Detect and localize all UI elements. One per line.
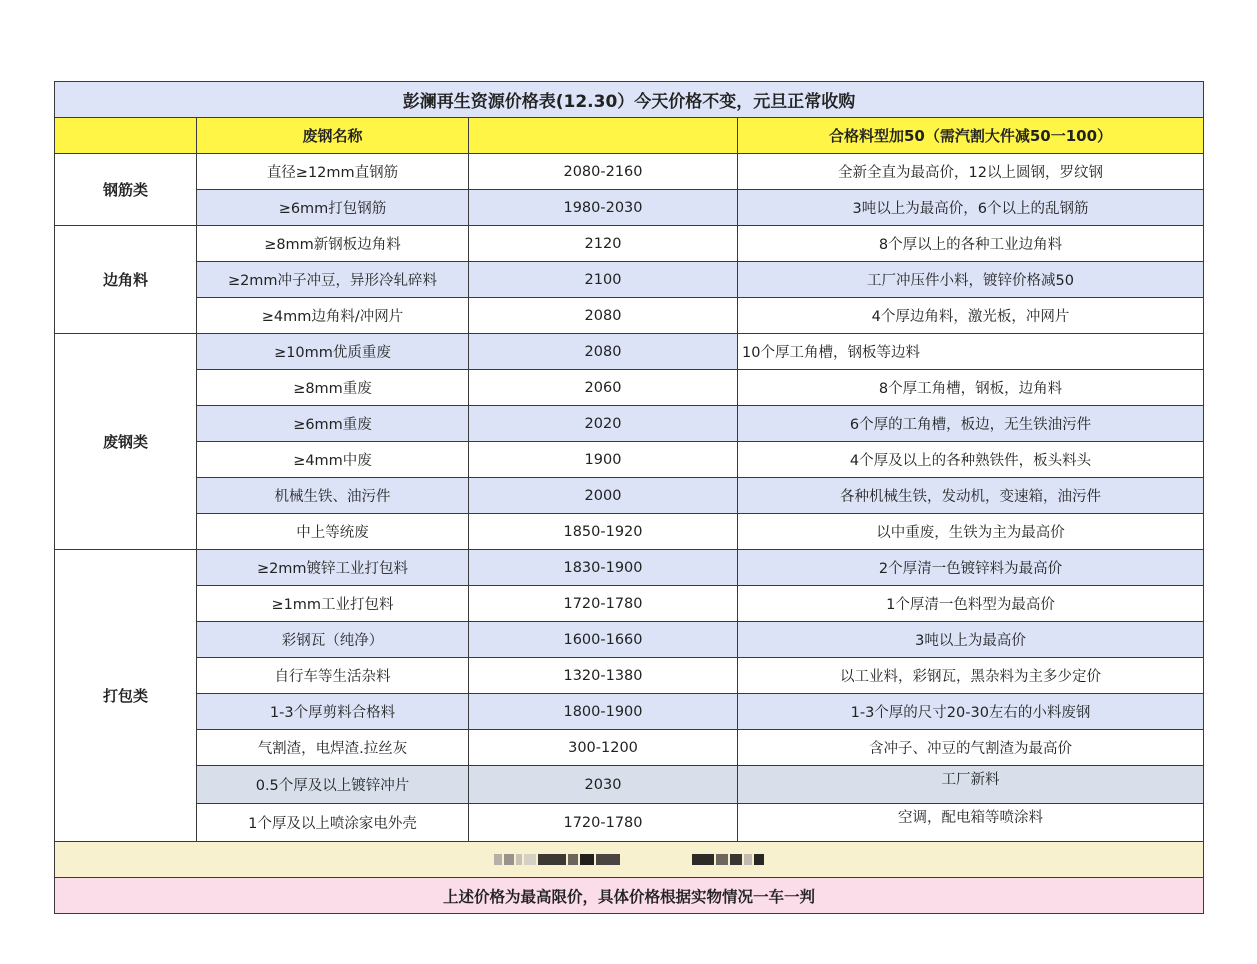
- item-price: 2080: [469, 334, 738, 370]
- item-note: 3吨以上为最高价: [738, 622, 1204, 658]
- item-price: 1800-1900: [469, 694, 738, 730]
- item-name: ≥4mm中废: [197, 442, 469, 478]
- table-row: [55, 334, 1204, 370]
- item-name: 0.5个厚及以上镀锌冲片: [197, 766, 469, 804]
- item-name: ≥8mm新钢板边角料: [197, 226, 469, 262]
- table-row: [55, 154, 1204, 190]
- item-price: 1720-1780: [469, 804, 738, 842]
- item-price: 300-1200: [469, 730, 738, 766]
- item-name: 直径≥12mm直钢筋: [197, 154, 469, 190]
- item-name: ≥10mm优质重废: [197, 334, 469, 370]
- redacted-contact: [55, 842, 1204, 878]
- page-title: 彭澜再生资源价格表(12.30）今天价格不变，元旦正常收购: [55, 82, 1204, 118]
- item-price: 2000: [469, 478, 738, 514]
- item-note: 含冲子、冲豆的气割渣为最高价: [738, 730, 1204, 766]
- item-note: 全新全直为最高价，12以上圆钢，罗纹钢: [738, 154, 1204, 190]
- item-price: 2020: [469, 406, 738, 442]
- item-name: 1个厚及以上喷涂家电外壳: [197, 804, 469, 842]
- table-row: [55, 226, 1204, 262]
- item-name: 中上等统废: [197, 514, 469, 550]
- header-note: 合格料型加50（需汽割大件减50一100）: [738, 118, 1204, 154]
- item-price: 1720-1780: [469, 586, 738, 622]
- item-price: 2100: [469, 262, 738, 298]
- item-name: ≥8mm重废: [197, 370, 469, 406]
- item-price: 2060: [469, 370, 738, 406]
- footer-row: [55, 878, 1204, 914]
- table-row: [55, 730, 1204, 766]
- item-name: ≥2mm冲子冲豆，异形冷轧碎料: [197, 262, 469, 298]
- category-cell: 边角料: [55, 226, 197, 334]
- item-note: 4个厚边角料，激光板，冲网片: [738, 298, 1204, 334]
- table-row: [55, 406, 1204, 442]
- title-row: [55, 82, 1204, 118]
- item-note: 1个厚清一色料型为最高价: [738, 586, 1204, 622]
- table-row: [55, 190, 1204, 226]
- item-note: 3吨以上为最高价，6个以上的乱钢筋: [738, 190, 1204, 226]
- item-note: 4个厚及以上的各种熟铁件，板头料头: [738, 442, 1204, 478]
- table-row: [55, 586, 1204, 622]
- table-row: [55, 298, 1204, 334]
- table-row: [55, 514, 1204, 550]
- category-cell: 打包类: [55, 550, 197, 842]
- item-note: 空调，配电箱等喷涂料: [738, 804, 1204, 842]
- item-name: 1-3个厚剪料合格料: [197, 694, 469, 730]
- item-note: 工厂冲压件小料，镀锌价格减50: [738, 262, 1204, 298]
- item-name: ≥6mm打包钢筋: [197, 190, 469, 226]
- item-price: 2030: [469, 766, 738, 804]
- item-price: 2080-2160: [469, 154, 738, 190]
- table-row: [55, 478, 1204, 514]
- header-row: [55, 118, 1204, 154]
- item-note: 工厂新料: [738, 766, 1204, 804]
- item-note: 1-3个厚的尺寸20-30左右的小料废钢: [738, 694, 1204, 730]
- item-name: 彩钢瓦（纯净）: [197, 622, 469, 658]
- table-row: [55, 262, 1204, 298]
- item-note: 10个厚工角槽，钢板等边料: [738, 334, 1204, 370]
- table-row: [55, 804, 1204, 842]
- table-row: [55, 766, 1204, 804]
- item-name: 自行车等生活杂料: [197, 658, 469, 694]
- item-price: 1830-1900: [469, 550, 738, 586]
- header-price: [469, 118, 738, 154]
- table-row: [55, 550, 1204, 586]
- table-row: [55, 658, 1204, 694]
- item-note: 以中重废，生铁为主为最高价: [738, 514, 1204, 550]
- header-name: 废钢名称: [197, 118, 469, 154]
- category-cell: 钢筋类: [55, 154, 197, 226]
- item-name: ≥6mm重废: [197, 406, 469, 442]
- item-name: ≥1mm工业打包料: [197, 586, 469, 622]
- item-price: 2080: [469, 298, 738, 334]
- price-table: [54, 81, 1204, 914]
- item-note: 2个厚清一色镀锌料为最高价: [738, 550, 1204, 586]
- table-row: [55, 442, 1204, 478]
- item-price: 2120: [469, 226, 738, 262]
- item-note: 各种机械生铁，发动机，变速箱，油污件: [738, 478, 1204, 514]
- item-note: 8个厚工角槽，钢板，边角料: [738, 370, 1204, 406]
- item-price: 1600-1660: [469, 622, 738, 658]
- item-note: 6个厚的工角槽，板边，无生铁油污件: [738, 406, 1204, 442]
- item-name: 气割渣，电焊渣.拉丝灰: [197, 730, 469, 766]
- contact-row: [55, 842, 1204, 878]
- header-category: [55, 118, 197, 154]
- item-price: 1320-1380: [469, 658, 738, 694]
- item-name: ≥2mm镀锌工业打包料: [197, 550, 469, 586]
- item-price: 1850-1920: [469, 514, 738, 550]
- item-note: 以工业料，彩钢瓦，黑杂料为主多少定价: [738, 658, 1204, 694]
- item-name: 机械生铁、油污件: [197, 478, 469, 514]
- table-row: [55, 622, 1204, 658]
- table-row: [55, 694, 1204, 730]
- footer-note: 上述价格为最高限价，具体价格根据实物情况一车一判: [55, 878, 1204, 914]
- category-cell: 废钢类: [55, 334, 197, 550]
- item-price: 1980-2030: [469, 190, 738, 226]
- item-name: ≥4mm边角料/冲网片: [197, 298, 469, 334]
- item-note: 8个厚以上的各种工业边角料: [738, 226, 1204, 262]
- table-row: [55, 370, 1204, 406]
- item-price: 1900: [469, 442, 738, 478]
